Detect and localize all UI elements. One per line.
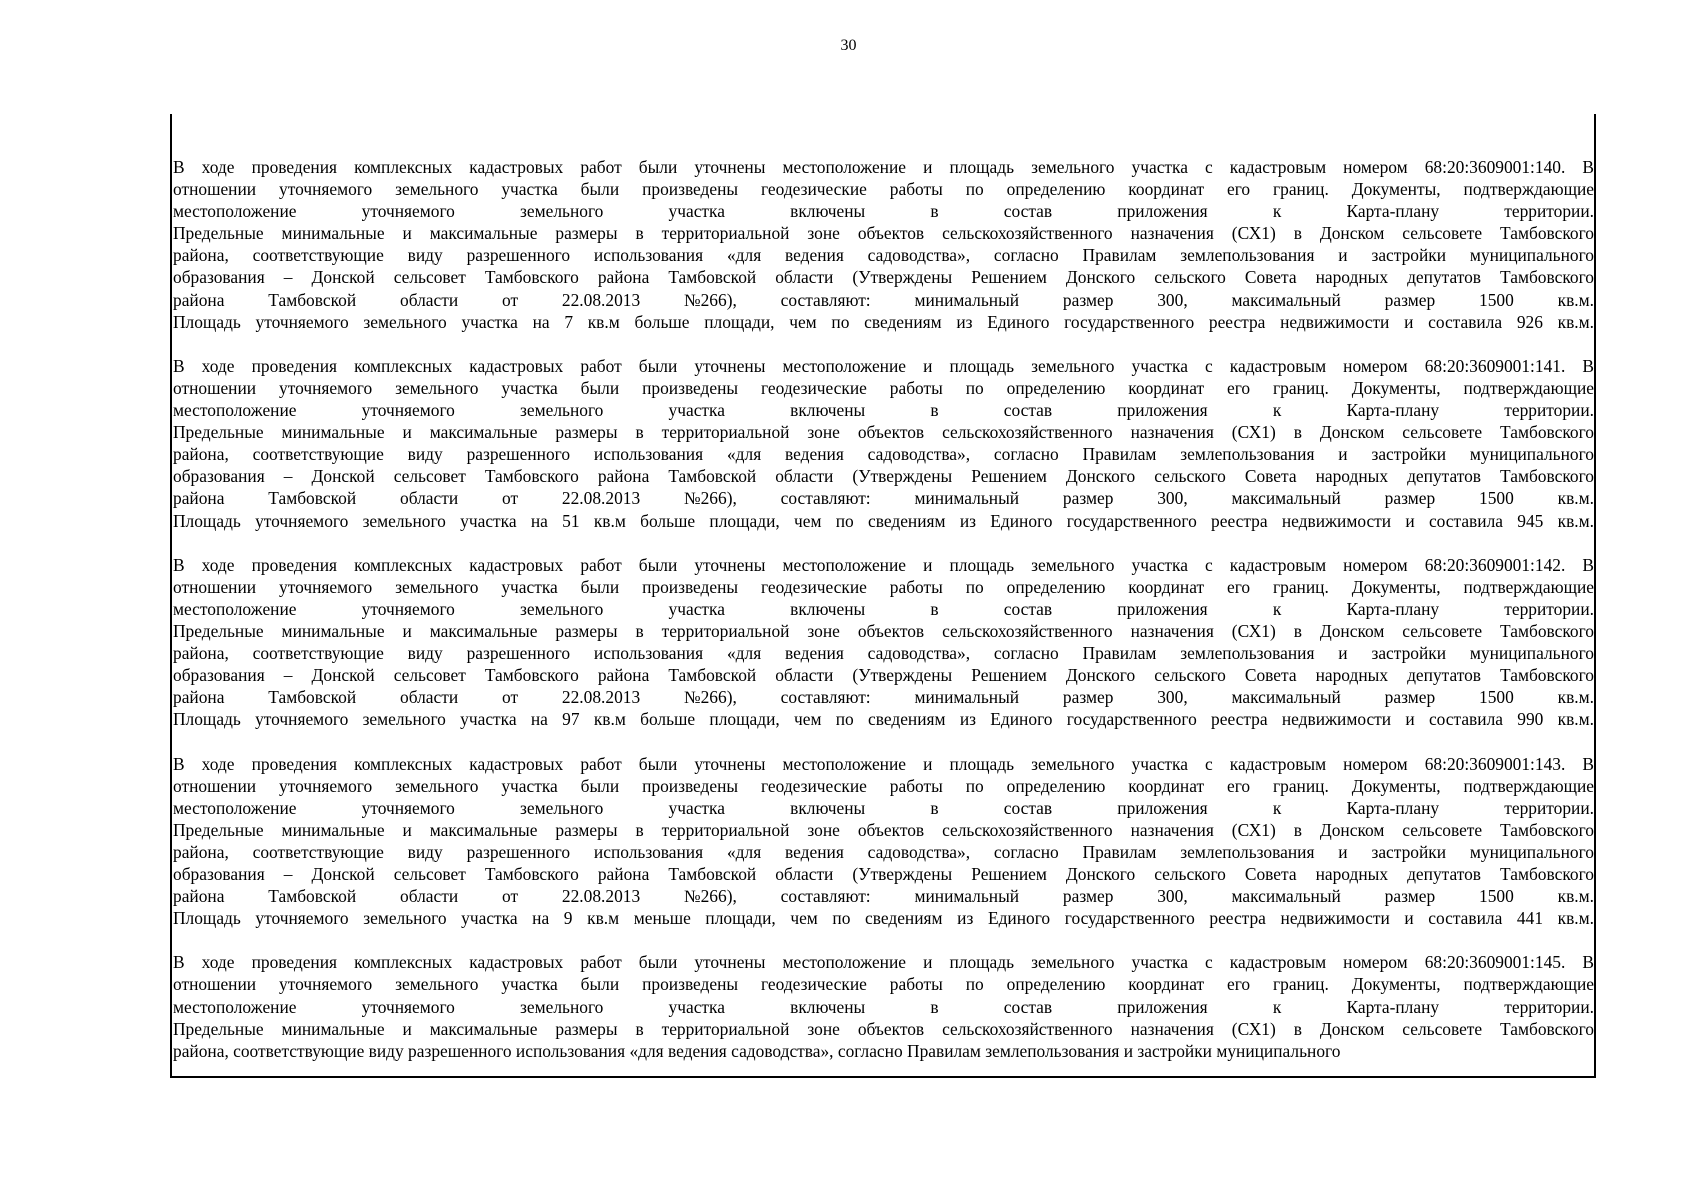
text-line: района Тамбовской области от 22.08.2013 №266), составляют: минимальный размер 300, максимальный размер 1500 кв.м. — [173, 488, 1594, 509]
text-line: Предельные минимальные и максимальные размеры в территориальной зоне объектов сельскохозяйственного назначения (СХ1) в Донском сельсовете Тамбовского — [173, 819, 1594, 840]
text-line: В ходе проведения комплексных кадастровых работ были уточнены местоположение и площадь земельного участка с кадастровым номером 68:20:3609001:142. В — [173, 554, 1594, 575]
text-line: Площадь уточняемого земельного участка на 97 кв.м больше площади, чем по сведениям из Единого государственного реестра недвижимости и составила 990 кв.м. — [173, 709, 1594, 730]
text-line: образования – Донской сельсовет Тамбовского района Тамбовской области (Утверждены Решением Донского сельского Совета народных депутатов Тамбовского — [173, 466, 1594, 487]
text-line: района, соответствующие виду разрешенного использования «для ведения садоводства», согласно Правилам землепользования и застройки муниципального — [173, 643, 1594, 664]
text-line: района, соответствующие виду разрешенного использования «для ведения садоводства», согласно Правилам землепользования и застройки муниципального — [173, 245, 1594, 266]
text-line: В ходе проведения комплексных кадастровых работ были уточнены местоположение и площадь земельного участка с кадастровым номером 68:20:3609001:140. В — [173, 157, 1594, 177]
text-line: Площадь уточняемого земельного участка на 9 кв.м меньше площади, чем по сведениям из Единого государственного реестра недвижимости и составила 441 кв.м. — [173, 908, 1594, 929]
text-line: Предельные минимальные и максимальные размеры в территориальной зоне объектов сельскохозяйственного назначения (СХ1) в Донском сельсовете Тамбовского — [173, 422, 1594, 443]
text-line: отношении уточняемого земельного участка были произведены геодезические работы по определению координат его границ. Документы, подтверждающие — [173, 576, 1594, 597]
text-line: местоположение уточняемого земельного участка включены в состав приложения к Карта-плану территории. — [173, 598, 1594, 619]
text-line: Площадь уточняемого земельного участка на 7 кв.м больше площади, чем по сведениям из Единого государственного реестра недвижимости и составила 926 кв.м. — [173, 311, 1594, 332]
paragraph-parcel-140 — [173, 156, 1594, 333]
text-line: Площадь уточняемого земельного участка на 51 кв.м больше площади, чем по сведениям из Единого государственного реестра недвижимости и составила 945 кв.м. — [173, 510, 1594, 531]
paragraph-parcel-142 — [173, 554, 1594, 731]
text-line: образования – Донской сельсовет Тамбовского района Тамбовской области (Утверждены Решением Донского сельского Совета народных депутатов Тамбовского — [173, 665, 1594, 686]
text-line: местоположение уточняемого земельного участка включены в состав приложения к Карта-плану территории. — [173, 400, 1594, 421]
document-body — [173, 156, 1594, 1084]
text-line: образования – Донской сельсовет Тамбовского района Тамбовской области (Утверждены Решением Донского сельского Совета народных депутатов Тамбовского — [173, 267, 1594, 288]
text-line: отношении уточняемого земельного участка были произведены геодезические работы по определению координат его границ. Документы, подтверждающие — [173, 974, 1594, 995]
paragraph-parcel-145 — [173, 951, 1594, 1061]
text-line: отношении уточняемого земельного участка были произведены геодезические работы по определению координат его границ. Документы, подтверждающие — [173, 179, 1594, 200]
text-line: района, соответствующие виду разрешенного использования «для ведения садоводства», согласно Правилам землепользования и застройки муниципального — [173, 444, 1594, 465]
text-line: В ходе проведения комплексных кадастровых работ были уточнены местоположение и площадь земельного участка с кадастровым номером 68:20:3609001:141. В — [173, 355, 1594, 376]
text-line: района, соответствующие виду разрешенного использования «для ведения садоводства», согласно Правилам землепользования и застройки муниципального — [173, 841, 1594, 862]
text-line: района Тамбовской области от 22.08.2013 №266), составляют: минимальный размер 300, максимальный размер 1500 кв.м. — [173, 886, 1594, 907]
text-line: Предельные минимальные и максимальные размеры в территориальной зоне объектов сельскохозяйственного назначения (СХ1) в Донском сельсовете Тамбовского — [173, 1018, 1594, 1039]
text-line: отношении уточняемого земельного участка были произведены геодезические работы по определению координат его границ. Документы, подтверждающие — [173, 775, 1594, 796]
text-line: местоположение уточняемого земельного участка включены в состав приложения к Карта-плану территории. — [173, 797, 1594, 818]
text-line: В ходе проведения комплексных кадастровых работ были уточнены местоположение и площадь земельного участка с кадастровым номером 68:20:3609001:143. В — [173, 753, 1594, 774]
text-line: района Тамбовской области от 22.08.2013 №266), составляют: минимальный размер 300, максимальный размер 1500 кв.м. — [173, 687, 1594, 708]
text-line: района, соответствующие виду разрешенного использования «для ведения садоводства», согласно Правилам землепользования и застройки муниципального — [173, 1040, 1341, 1061]
text-line: местоположение уточняемого земельного участка включены в состав приложения к Карта-плану территории. — [173, 996, 1594, 1017]
text-line: местоположение уточняемого земельного участка включены в состав приложения к Карта-плану территории. — [173, 201, 1594, 222]
text-line: района Тамбовской области от 22.08.2013 №266), составляют: минимальный размер 300, максимальный размер 1500 кв.м. — [173, 289, 1594, 310]
paragraph-parcel-141 — [173, 355, 1594, 532]
text-line: Предельные минимальные и максимальные размеры в территориальной зоне объектов сельскохозяйственного назначения (СХ1) в Донском сельсовете Тамбовского — [173, 620, 1594, 641]
text-line: В ходе проведения комплексных кадастровых работ были уточнены местоположение и площадь земельного участка с кадастровым номером 68:20:3609001:145. В — [173, 952, 1594, 973]
paragraph-parcel-143 — [173, 753, 1594, 930]
text-line: Предельные минимальные и максимальные размеры в территориальной зоне объектов сельскохозяйственного назначения (СХ1) в Донском сельсовете Тамбовского — [173, 223, 1594, 244]
text-line: образования – Донской сельсовет Тамбовского района Тамбовской области (Утверждены Решением Донского сельского Совета народных депутатов Тамбовского — [173, 864, 1594, 884]
page-number: 30 — [840, 37, 857, 54]
text-line: отношении уточняемого земельного участка были произведены геодезические работы по определению координат его границ. Документы, подтверждающие — [173, 377, 1594, 398]
